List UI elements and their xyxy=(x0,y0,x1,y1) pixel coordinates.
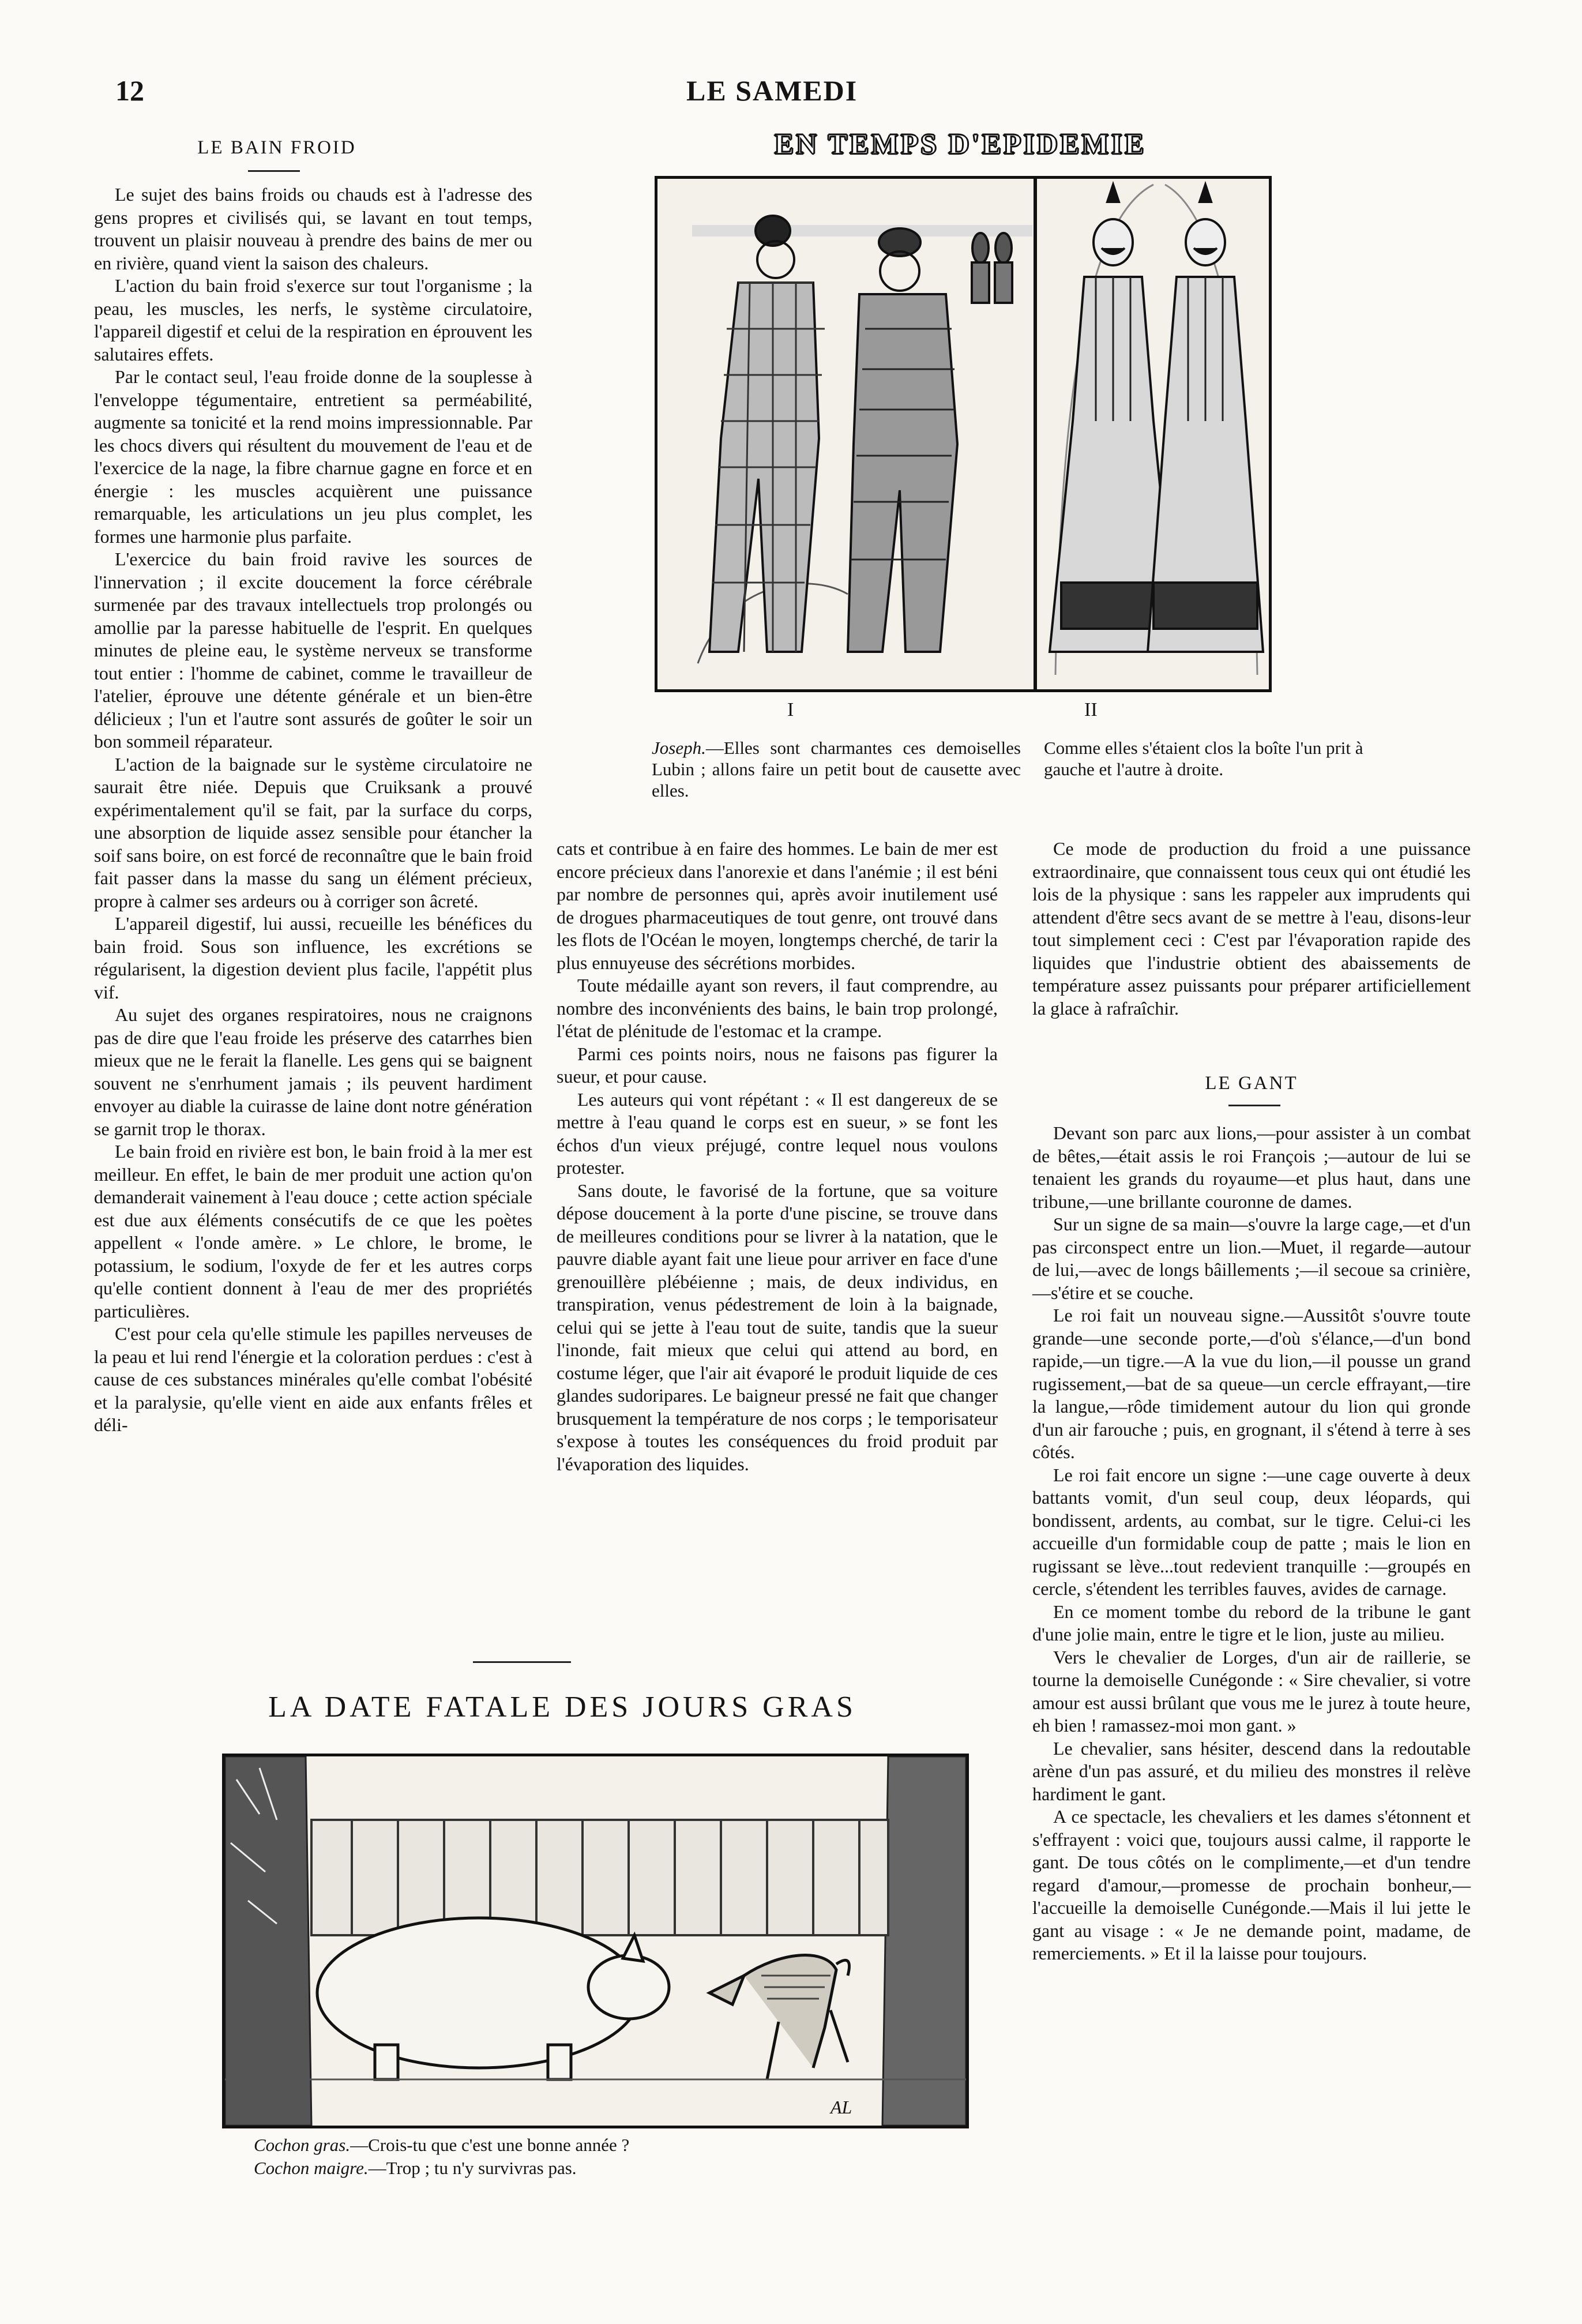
cartoon-frame-epidemie xyxy=(655,176,1272,692)
article-bain-froid-col3 xyxy=(1032,838,1471,1020)
paragraph: Au sujet des organes respiratoires, nous ne craignons pas de dire que l'eau froide les préserve des catarrhes bien mieux que ne le ferait la flanelle. Les gens qui se baignent souvent ne s'enrhument jamais ; ils peuvent hardiment envoyer au diable la cuirasse de laine dont notre génération se garnit trop le thorax. xyxy=(94,1004,532,1139)
paragraph: Par le contact seul, l'eau froide donne de la souplesse à l'enveloppe tégumentaire, entretient sa perméabilité, augmente sa tonicité et la rend moins impressionnable. Par les chocs divers qui résultent du mouvement de l'eau et de l'exercice de la nage, la fibre charnue gagne en force et en énergie : les muscles acquièrent une puissance remarquable, les articulations un jeu plus complet, les formes une harmonie plus parfaite. xyxy=(94,366,532,547)
caption-cochon-gras xyxy=(254,2134,831,2156)
paragraph: L'appareil digestif, lui aussi, recueille les bénéfices du bain froid. Sous son influence, les excrétions se régularisent, la digestion devient plus facile, l'appétit plus vif. xyxy=(94,913,532,1003)
paragraph: Ce mode de production du froid a une puissance extraordinaire, que connaissent tous ceux qui ont étudié les lois de la physique : sans les rappeler aux imprudents qui attendent d'être secs avant de se mettre à l'eau, disons-leur tout simplement ceci : C'est par l'évaporation rapide des liquides que l'industrie obtient des abaissements de température assez puissants pour préparer artificiellement la glace à rafraîchir. xyxy=(1032,838,1471,1019)
caption-speaker: Cochon maigre. xyxy=(254,2158,369,2178)
paragraph: L'action de la baignade sur le système circulatoire ne saurait être niée. Depuis que Cruiksank a prouvé expérimentalement qu'il se fait, par la surface du corps, une absorption de liquide assez sensible pour étancher la soif sans boire, on est forcé de reconnaître que le bain froid fait passer dans la masse du sang un élément précieux, propre à calmer ses ardeurs ou à corriger son âcreté. xyxy=(94,753,532,911)
caption-text: —Trop ; tu n'y survivras pas. xyxy=(368,2158,577,2178)
paragraph: L'exercice du bain froid ravive les sources de l'innervation ; il excite doucement la force cérébrale surmenée par des travaux intellectuels trop prolongés ou amollie par la paresse habituelle de l'esprit. En quelques minutes de pleine eau, le système nerveux se transforme tout entier : l'homme de cabinet, comme le travailleur de l'atelier, éprouve une détente générale et un bien-être délicieux ; l'un et l'autre sont assurés de goûter le soir un bon sommeil réparateur. xyxy=(94,549,532,752)
article-title-bain-froid: LE BAIN FROID xyxy=(197,137,356,158)
title-rule xyxy=(248,170,300,172)
caption-panel-1 xyxy=(652,737,1021,801)
caption-cochon-maigre xyxy=(254,2157,831,2179)
paragraph: Le roi fait encore un signe :—une cage ouverte à deux battants vomit, d'un seul coup, deux léopards, qui bondissent, ardents, au combat, sur le tigre. Celui-ci les accueille d'un formidable coup de patte ; mais le lion en rugissant se lève...tout redevient tranquille :—groupés en cercle, s'étendent les terribles fauves, avides de carnage. xyxy=(1032,1464,1471,1599)
caption-speaker: Cochon gras. xyxy=(254,2135,351,2155)
paragraph: Devant son parc aux lions,—pour assister à un combat de bêtes,—était assis le roi François ;—autour de lui se tenaient les grands du royaume—et plus haut, dans une tribune,—une brillante couronne de dames. xyxy=(1032,1122,1471,1212)
paragraph: Toute médaille ayant son revers, il faut comprendre, au nombre des inconvénients des bains, le bain trop prolongé, l'état de plénitude de l'estomac et la crampe. xyxy=(557,975,998,1041)
paragraph: Le bain froid en rivière est bon, le bain froid à la mer est meilleur. En effet, le bain de mer produit une action qu'on demanderait vainement à l'eau douce ; cette action spéciale est due aux éléments consécutifs de ce que les poètes appellent « l'onde amère. » Le chlore, le brome, le potassium, le sodium, l'oxyde de fer et les autres corps qu'elle contient donnent à l'eau de mer des propriétés particulières. xyxy=(94,1141,532,1321)
caption-text: —Elles sont charmantes ces demoiselles Lubin ; allons faire un petit bout de causette avec elles. xyxy=(652,738,1021,801)
paragraph: Sur un signe de sa main—s'ouvre la large cage,—et d'un pas circonspect entre un lion.—Muet, il regarde—autour de lui,—avec de longs bâillements ;—il secoue sa crinière,—s'étire et se couche. xyxy=(1032,1214,1471,1303)
article-bain-froid-col1 xyxy=(94,183,532,1437)
artist-signature: AL xyxy=(831,2097,852,2117)
article-bain-froid-col2 xyxy=(557,838,998,1476)
panel-label-1: I xyxy=(787,699,794,720)
panel-label-2: II xyxy=(1084,699,1098,720)
paragraph: Le chevalier, sans hésiter, descend dans la redoutable arène d'un pas assuré, et du milieu des monstres il relève hardiment le gant. xyxy=(1032,1737,1471,1804)
cartoon-title-epidemie: EN TEMPS D'EPIDEMIE xyxy=(774,127,1147,160)
section-rule xyxy=(473,1661,571,1663)
paragraph: C'est pour cela qu'elle stimule les papilles nerveuses de la peau et lui rend l'énergie et la coloration perdues : c'est à cause de ces substances minérales qu'elle combat l'obésité et la paralysie, qu'elle vient en aide aux enfants frêles et déli- xyxy=(94,1323,532,1435)
cartoon-illustration-pigs xyxy=(225,1756,966,2126)
paragraph: cats et contribue à en faire des hommes. Le bain de mer est encore précieux dans l'anorexie et dans l'anémie ; il est béni par nombre de personnes qui, après avoir inutilement usé de drogues pharmaceutiques de tout genre, ont trouvé dans les flots de l'Océan le moyen, longtemps cherché, de tarir la plus ennuyeuse des sécrétions morbides. xyxy=(557,838,998,973)
article-title-gant: LE GANT xyxy=(1205,1073,1298,1094)
page-number: 12 xyxy=(115,74,144,107)
cartoon-title-jours-gras: LA DATE FATALE DES JOURS GRAS xyxy=(268,1691,856,1724)
paragraph: Parmi ces points noirs, nous ne faisons pas figurer la sueur, et pour cause. xyxy=(557,1043,998,1087)
paragraph: L'action du bain froid s'exerce sur tout l'organisme ; la peau, les muscles, les nerfs, le système circulatoire, l'appareil digestif et celui de la respiration en éprouvent les salutaires effets. xyxy=(94,275,532,365)
caption-panel-2: Comme elles s'étaient clos la boîte l'un prit à gauche et l'autre à droite. xyxy=(1044,738,1363,779)
paragraph: Les auteurs qui vont répétant : « Il est dangereux de se mettre à l'eau quand le corps est en sueur, » se font les échos d'un vieux préjugé, contre lequel nous voulons protester. xyxy=(557,1088,998,1178)
caption-speaker: Joseph. xyxy=(652,738,706,758)
article-gant xyxy=(1032,1122,1471,1965)
journal-title: LE SAMEDI xyxy=(686,74,858,107)
paragraph: Le sujet des bains froids ou chauds est à l'adresse des gens propres et civilisés qui, se lavant en tout temps, trouvent un plaisir nouveau à prendre des bains de mer ou en rivière, quand vient la saison des chaleurs. xyxy=(94,184,532,273)
paragraph: Sans doute, le favorisé de la fortune, que sa voiture dépose doucement à la porte d'une piscine, se trouve dans de meilleures conditions pour se livrer à la natation, que le pauvre diable ayant fait une lieue pour arriver en face d'une grenouillère plébéienne ; mais, de deux individus, en transpiration, venus pédestrement de loin à la baignade, celui qui se jette à l'eau tout de suite, tandis que la sueur l'inonde, fait mieux que celui qui attend au bord, en costume léger, que l'air ait évaporé le produit liquide de ces glandes sudoripares. Le baigneur pressé ne fait que changer brusquement la température de nos corps ; le temporisateur s'expose à toutes les conséquences du froid produit par l'évaporation des liquides. xyxy=(557,1180,998,1474)
paragraph: A ce spectacle, les chevaliers et les dames s'étonnent et s'effrayent : voici que, toujours aussi calme, il rapporte le gant. De tous côtés on le complimente,—et d'un tendre regard d'amour,—promesse de prochain bonheur,—l'accueille la demoiselle Cunégonde.—Mais il lui jette le gant au visage : « Je ne demande point, madame, de remerciements. » Et il la laisse pour toujours. xyxy=(1032,1806,1471,1963)
caption-text: —Crois-tu que c'est une bonne année ? xyxy=(350,2135,630,2155)
paragraph: Le roi fait un nouveau signe.—Aussitôt s'ouvre toute grande—une seconde porte,—d'où s'élance,—d'un bond rapide,—un tigre.—A la vue du lion,—il pousse un grand rugissement,—bat de sa queue—un cercle effrayant,—tire la langue,—rôde timidement autour du lion qui gronde d'un air farouche ; puis, en grognant, il s'étend à terre à ses côtés. xyxy=(1032,1305,1471,1462)
paragraph: Vers le chevalier de Lorges, d'un air de raillerie, se tourne la demoiselle Cunégonde : « Sire chevalier, si votre amour est aussi brûlant que vous me le jurez à toute heure, eh bien ! ramassez-moi mon gant. » xyxy=(1032,1646,1471,1736)
cartoon-illustration-epidemie xyxy=(657,179,1269,689)
cartoon-frame-jours-gras xyxy=(222,1754,969,2128)
paragraph: En ce moment tombe du rebord de la tribune le gant d'une jolie main, entre le tigre et le lion, juste au milieu. xyxy=(1032,1601,1471,1645)
title-rule xyxy=(1228,1105,1280,1106)
